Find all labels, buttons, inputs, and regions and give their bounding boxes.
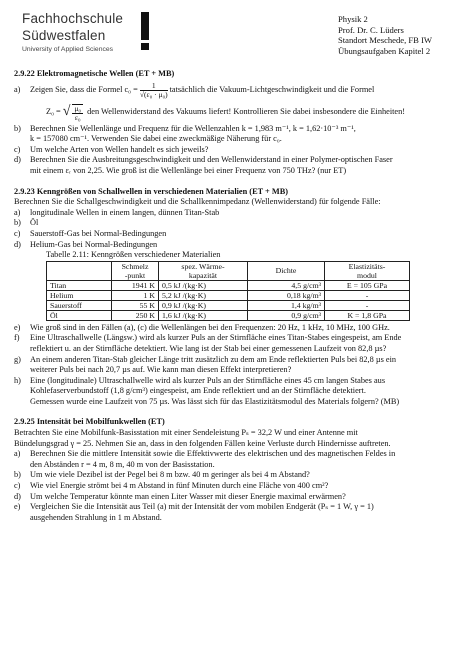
exercise-22a: [14, 80, 460, 102]
exercise-23c-text: Sauerstoff-Gas bei Normal-Bedingungen: [30, 228, 167, 238]
table-cell: K = 1,8 GPa: [325, 310, 410, 320]
exercise-25c-text: Wie viel Energie strömt bei 4 m Abstand in fünf Minuten durch eine Fläche von 400 cm²?: [30, 481, 329, 491]
table-cell: 1 K: [112, 290, 159, 300]
exercise-25a: [14, 449, 460, 470]
exercise-23h-line3: Gemessen wurde eine Laufzeit von 75 µs. Was lässt sich für das Elastizitätsmodul des Materials folgern? (MB): [30, 396, 400, 406]
exercise-23e: [14, 323, 460, 334]
logo-line3: University of Applied Sciences: [22, 46, 114, 53]
exercise-23g-line2: weiterer Puls bei nach 20,7 µs auf. Wie kann man diesen Effekt interpretieren?: [30, 365, 292, 375]
sqrt-icon: √: [62, 104, 71, 120]
course-header: [338, 14, 432, 56]
exercise-25d: [14, 492, 460, 503]
exercise-23e-text: Wie groß sind in den Fällen (a), (c) die Wellenlängen bei den Frequenzen: 20 Hz, 1 kHz, 10 MHz, 100 GHz.: [30, 322, 390, 332]
item-label: g): [14, 354, 21, 364]
exercise-22b-line1: Berechnen Sie Wellenlänge und Frequenz für die Wellenzahlen k = 1,983 m⁻¹, k = 1,62·10⁻³ m⁻¹,: [30, 123, 356, 133]
section-2-9-25-title: 2.9.25 Intensität bei Mobilfunkwellen (ET): [14, 417, 165, 427]
table-cell: -: [325, 300, 410, 310]
table-row: [47, 290, 410, 300]
table-cell: Titan: [47, 280, 112, 290]
table-cell: 55 K: [112, 300, 159, 310]
exercise-23g-line1: An einem anderen Titan-Stab gleicher Länge tritt zusätzlich zu dem am Ende reflektierten Puls bei 82,8 µs ein: [30, 354, 397, 364]
exercise-23d-text: Helium-Gas bei Normal-Bedingungen: [30, 239, 158, 249]
exercise-22d-line1: Berechnen Sie die Ausbreitungsgeschwindigkeit und den Wellenwiderstand in einer Polymer-optischen Faser: [30, 155, 393, 165]
section-2-9-22-title: 2.9.22 Elektromagnetische Wellen (ET + MB): [14, 69, 175, 78]
exercise-23d: [14, 240, 460, 251]
exercise-22d-line2: mit einem εᵣ von 2,25. Wie groß ist die Wellenlänge bei einer Frequenz von 750 THz? (nur ET): [30, 165, 347, 175]
exercise-23f: [14, 333, 460, 354]
table-header-cell: spez. Wärme- kapazität: [159, 261, 248, 280]
exercise-22c-text: Um welche Arten von Wellen handelt es sich jeweils?: [30, 144, 209, 154]
table-header-cell: [47, 261, 112, 280]
formula-z0-denominator: ε₀: [74, 112, 81, 122]
exercise-25b: [14, 470, 460, 481]
section-2-9-25-intro-line2: Bündelungsgrad γ = 25. Nehmen Sie an, dass in den folgenden Fällen keine Verluste durch Hindernisse auftreten.: [14, 438, 391, 448]
item-label: b): [14, 470, 21, 480]
header-professor: Prof. Dr. C. Lüders: [338, 24, 404, 35]
header-location: Standort Meschede, FB IW: [338, 35, 433, 45]
formula-c0-lhs: c₀ =: [124, 85, 138, 95]
exercise-25e-line2: ausgehenden Strahlung in 1 m Abstand.: [30, 512, 162, 522]
table-cell: 0,9 kJ /(kg·K): [159, 300, 248, 310]
item-label: a): [14, 207, 21, 217]
section-2-9-25-intro-line1: Betrachten Sie eine Mobilfunk-Basisstation mit einer Sendeleistung Pₛ = 32,2 W und einer Antenne mit: [14, 428, 358, 438]
exercise-23c: [14, 229, 460, 240]
exercise-22a-text-pre: Zeigen Sie, dass die Formel: [30, 85, 123, 95]
exercise-23f-line1: Eine Ultraschallwelle (Längsw.) wird als kurzer Puls an der Stirnfläche eines Titan-Stabes eingespeist, am Ende: [30, 333, 402, 343]
formula-c0-numerator: 1: [140, 82, 168, 91]
exercise-22c: [14, 145, 460, 156]
formula-z0-text: den Wellenwiderstand des Vakuums liefert! Kontrollieren Sie dabei insbesondere die Einheiten!: [87, 107, 406, 117]
formula-z0-lhs: Z₀ =: [46, 107, 61, 117]
formula-z0-numerator: μ₀: [74, 103, 82, 113]
logo-exclamation-dot: [141, 43, 149, 50]
table-caption: Tabelle 2.11: Kenngrößen verschiedener Materialien: [46, 250, 221, 260]
table-header-row: [47, 261, 410, 280]
item-label: b): [14, 123, 21, 133]
exercise-22d: [14, 155, 460, 176]
exercise-content: [14, 66, 460, 523]
exercise-23h: [14, 376, 460, 408]
exercise-23h-line2: Kohlefaserverbundstoff (1,8 g/cm³) eingespeist, am Ende reflektiert und an der Stirnfläche detektiert.: [30, 386, 366, 396]
header-course: Physik 2: [338, 14, 368, 24]
table-row: [47, 280, 410, 290]
formula-z0-fraction: [72, 104, 83, 122]
exercise-23a-text: longitudinale Wellen in einem langen, dünnen Titan-Stab: [30, 207, 220, 217]
logo-exclamation-bar: [141, 12, 149, 40]
table-cell: 250 K: [112, 310, 159, 320]
exercise-25a-line2: den Abständen r = 4 m, 8 m, 40 m von der Basisstation.: [30, 459, 215, 469]
exercise-23f-line2: reflektiert u. an der Stirnfläche detektiert. Wie lang ist der Stab bei einer gemessenen Laufzeit von 82,8 µs?: [30, 343, 387, 353]
exercise-23b: [14, 218, 460, 229]
table-cell: Helium: [47, 290, 112, 300]
exercise-25e: [14, 502, 460, 523]
exercise-25e-line1: Vergleichen Sie die Intensität aus Teil (a) mit der Intensität der vom mobilen Endgerät (Pₛ = 1 W, γ = 1): [30, 502, 374, 512]
exercise-22a-text-post: tatsächlich die Vakuum-Lichtgeschwindigkeit und die Formel: [169, 85, 375, 95]
item-label: c): [14, 228, 21, 238]
table-cell: 1941 K: [112, 280, 159, 290]
table-cell: 0,9 g/cm³: [248, 310, 325, 320]
materials-table: [46, 261, 410, 321]
table-header-cell: Schmelz -punkt: [112, 261, 159, 280]
formula-z0-row: [14, 102, 460, 124]
section-2-9-23-intro: Berechnen Sie die Schallgeschwindigkeit und die Schallkennimpedanz (Wellenwiderstand) für folgende Fälle:: [14, 197, 381, 207]
table-header-cell: Elastizitäts- modul: [325, 261, 410, 280]
table-row: [47, 310, 410, 320]
table-cell: E = 105 GPa: [325, 280, 410, 290]
table-header-cell: Dichte: [248, 261, 325, 280]
table-cell: 0,5 kJ /(kg·K): [159, 280, 248, 290]
section-2-9-23-title: 2.9.23 Kenngrößen von Schallwellen in verschiedenen Materialien (ET + MB): [14, 186, 288, 196]
item-label: b): [14, 218, 21, 228]
header-sheet: Übungsaufgaben Kapitel 2: [338, 45, 431, 56]
exercise-22b-line2: k = 157080 cm⁻¹. Verwenden Sie dabei eine zweckmäßige Näherung für c₀.: [30, 134, 282, 144]
formula-c0-fraction: [140, 82, 168, 99]
exercise-23h-line1: Eine (longitudinale) Ultraschallwelle wird als kurzer Puls an der Stirnfläche eines 45 cm langen Stabes aus: [30, 375, 386, 385]
table-cell: -: [325, 290, 410, 300]
table-row: [47, 300, 410, 310]
exercise-25a-line1: Berechnen Sie die mittlere Intensität sowie die Effektivwerte des elektrischen und des magnetischen Feldes in: [30, 449, 396, 459]
item-label: d): [14, 491, 21, 501]
exercise-23b-text: Öl: [30, 218, 39, 228]
table-cell: 4,5 g/cm³: [248, 280, 325, 290]
item-label: f): [14, 333, 20, 343]
exercise-23a: [14, 208, 460, 219]
table-cell: 0,18 kg/m³: [248, 290, 325, 300]
item-label: a): [14, 449, 21, 459]
formula-c0-denominator: √(ε₀ · μ₀): [139, 90, 168, 100]
table-cell: 1,4 kg/m³: [248, 300, 325, 310]
exercise-25d-text: Um welche Temperatur könnte man einen Liter Wasser mit dieser Energie maximal erwärmen?: [30, 491, 346, 501]
item-label: c): [14, 481, 21, 491]
item-label: a): [14, 85, 21, 95]
item-label: c): [14, 144, 21, 154]
table-cell: 5,2 kJ /(kg·K): [159, 290, 248, 300]
university-logo: [16, 10, 216, 58]
table-cell: Sauerstoff: [47, 300, 112, 310]
exercise-25b-text: Um wie viele Dezibel ist der Pegel bei 8 m bzw. 40 m geringer als bei 4 m Abstand?: [30, 470, 310, 480]
item-label: d): [14, 155, 21, 165]
exercise-23g: [14, 355, 460, 376]
logo-line2: Südwestfalen: [22, 28, 106, 43]
item-label: d): [14, 239, 21, 249]
exercise-25c: [14, 481, 460, 492]
table-cell: 1,6 kJ /(kg·K): [159, 310, 248, 320]
exercise-22b: [14, 124, 460, 145]
item-label: h): [14, 375, 21, 385]
item-label: e): [14, 322, 21, 332]
logo-line1: Fachhochschule: [22, 11, 124, 26]
item-label: e): [14, 502, 21, 512]
table-cell: Öl: [47, 310, 112, 320]
